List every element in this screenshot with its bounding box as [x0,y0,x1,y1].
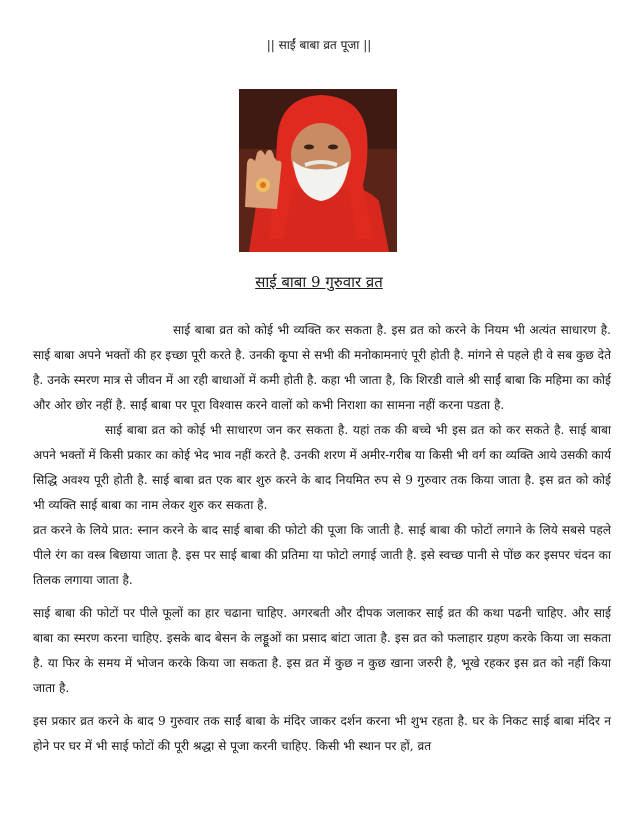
paragraph-3: व्रत करने के लिये प्रात: स्नान करने के बाद साई बाबा की फोटो की पूजा कि जाती है. साई बाबा की फोटों लगाने के लिये सबसे पहले पीले रंग का वस्त्र बिछाया जाता है. इस पर साई बाबा की प्रतिमा या फोटो लगाई जाती है. इसे स्वच्छ पानी से पोंछ कर इसपर चंदन का तिलक लगाया जाता है. [33,523,611,587]
paragraph-1: साई बाबा व्रत को कोई भी व्यक्ति कर सकता है. इस व्रत को करने के नियम भी अत्यंत साधारण है. साई बाबा अपने भक्तों की हर इच्छा पूरी करते है. उनकी कृ्पा से सभी की मनोकामनाएं पूरी होती है. मांगने से पहले ही वे सब कुछ देते है. उनके स्मरण मात्र से जीवन में आ रही बाधाओं में कमी होती है. कहा भी जाता है, कि शिरडी वाले श्री साईं बाबा कि महिमा का कोई और ओर छोर नहीं है. साईं बाबा पर पूरा विश्वास करने वालों को कभी निराशा का सामना नहीं करना पडता है. [33,323,611,412]
page-header: || साईं बाबा व्रत पूजा || [266,38,372,52]
sai-baba-portrait [239,89,397,252]
portrait-image [239,89,397,252]
paragraph-4: साई बाबा की फोटों पर पीले फूलों का हार चढाना चाहिए. अगरबती और दीपक जलाकर साई व्रत की कथा पढनी चाहिए. और साई बाबा का स्मरण करना चाहिए. इसके बाद बेसन के लड्डूओं का प्रसाद बांटा जाता है. इस व्रत को फलाहार ग्रहण करके किया जा सकता है. या फिर के समय में भोजन करके किया जा सकता है. इस व्रत में कुछ न कुछ खाना जरुरी है, भूखे रहकर इस व्रत को नहीं किया जाता है. [33,606,611,695]
paragraph-2: साई बाबा व्रत को कोई भी साधारण जन कर सकता है. यहां तक की बच्चे भी इस व्रत को कर सकते है. साई बाबा अपने भक्तों में किसी प्रकार का कोई भेद भाव नहीं करते है. उनकी शरण में अमीर-गरीब या किसी भी वर्ग का व्यक्ति आये उसकी कार्य सिद्धि अवश्य पूरी होती है. साई बाबा व्रत एक बार शुरु करने के बाद नियमित रुप से 9 गुरुवार तक किया जाता है. इस व्रत को कोई भी व्यक्ति साई बाबा का नाम लेकर शुरु कर सकता है. [33,423,611,512]
page-title: साई बाबा 9 गुरुवार व्रत [255,273,383,291]
paragraph-5: इस प्रकार व्रत करने के बाद 9 गुरुवार तक साईं बाबा के मंदिर जाकर दर्शन करना भी शुभ रहता है. घर के निकट साई बाबा मंदिर न होने पर घर में भी साई फोटों की पूरी श्रद्धा से पूजा करनी चाहिए. किसी भी स्थान पर हों, व्रत [33,714,611,753]
body-text [33,318,611,759]
